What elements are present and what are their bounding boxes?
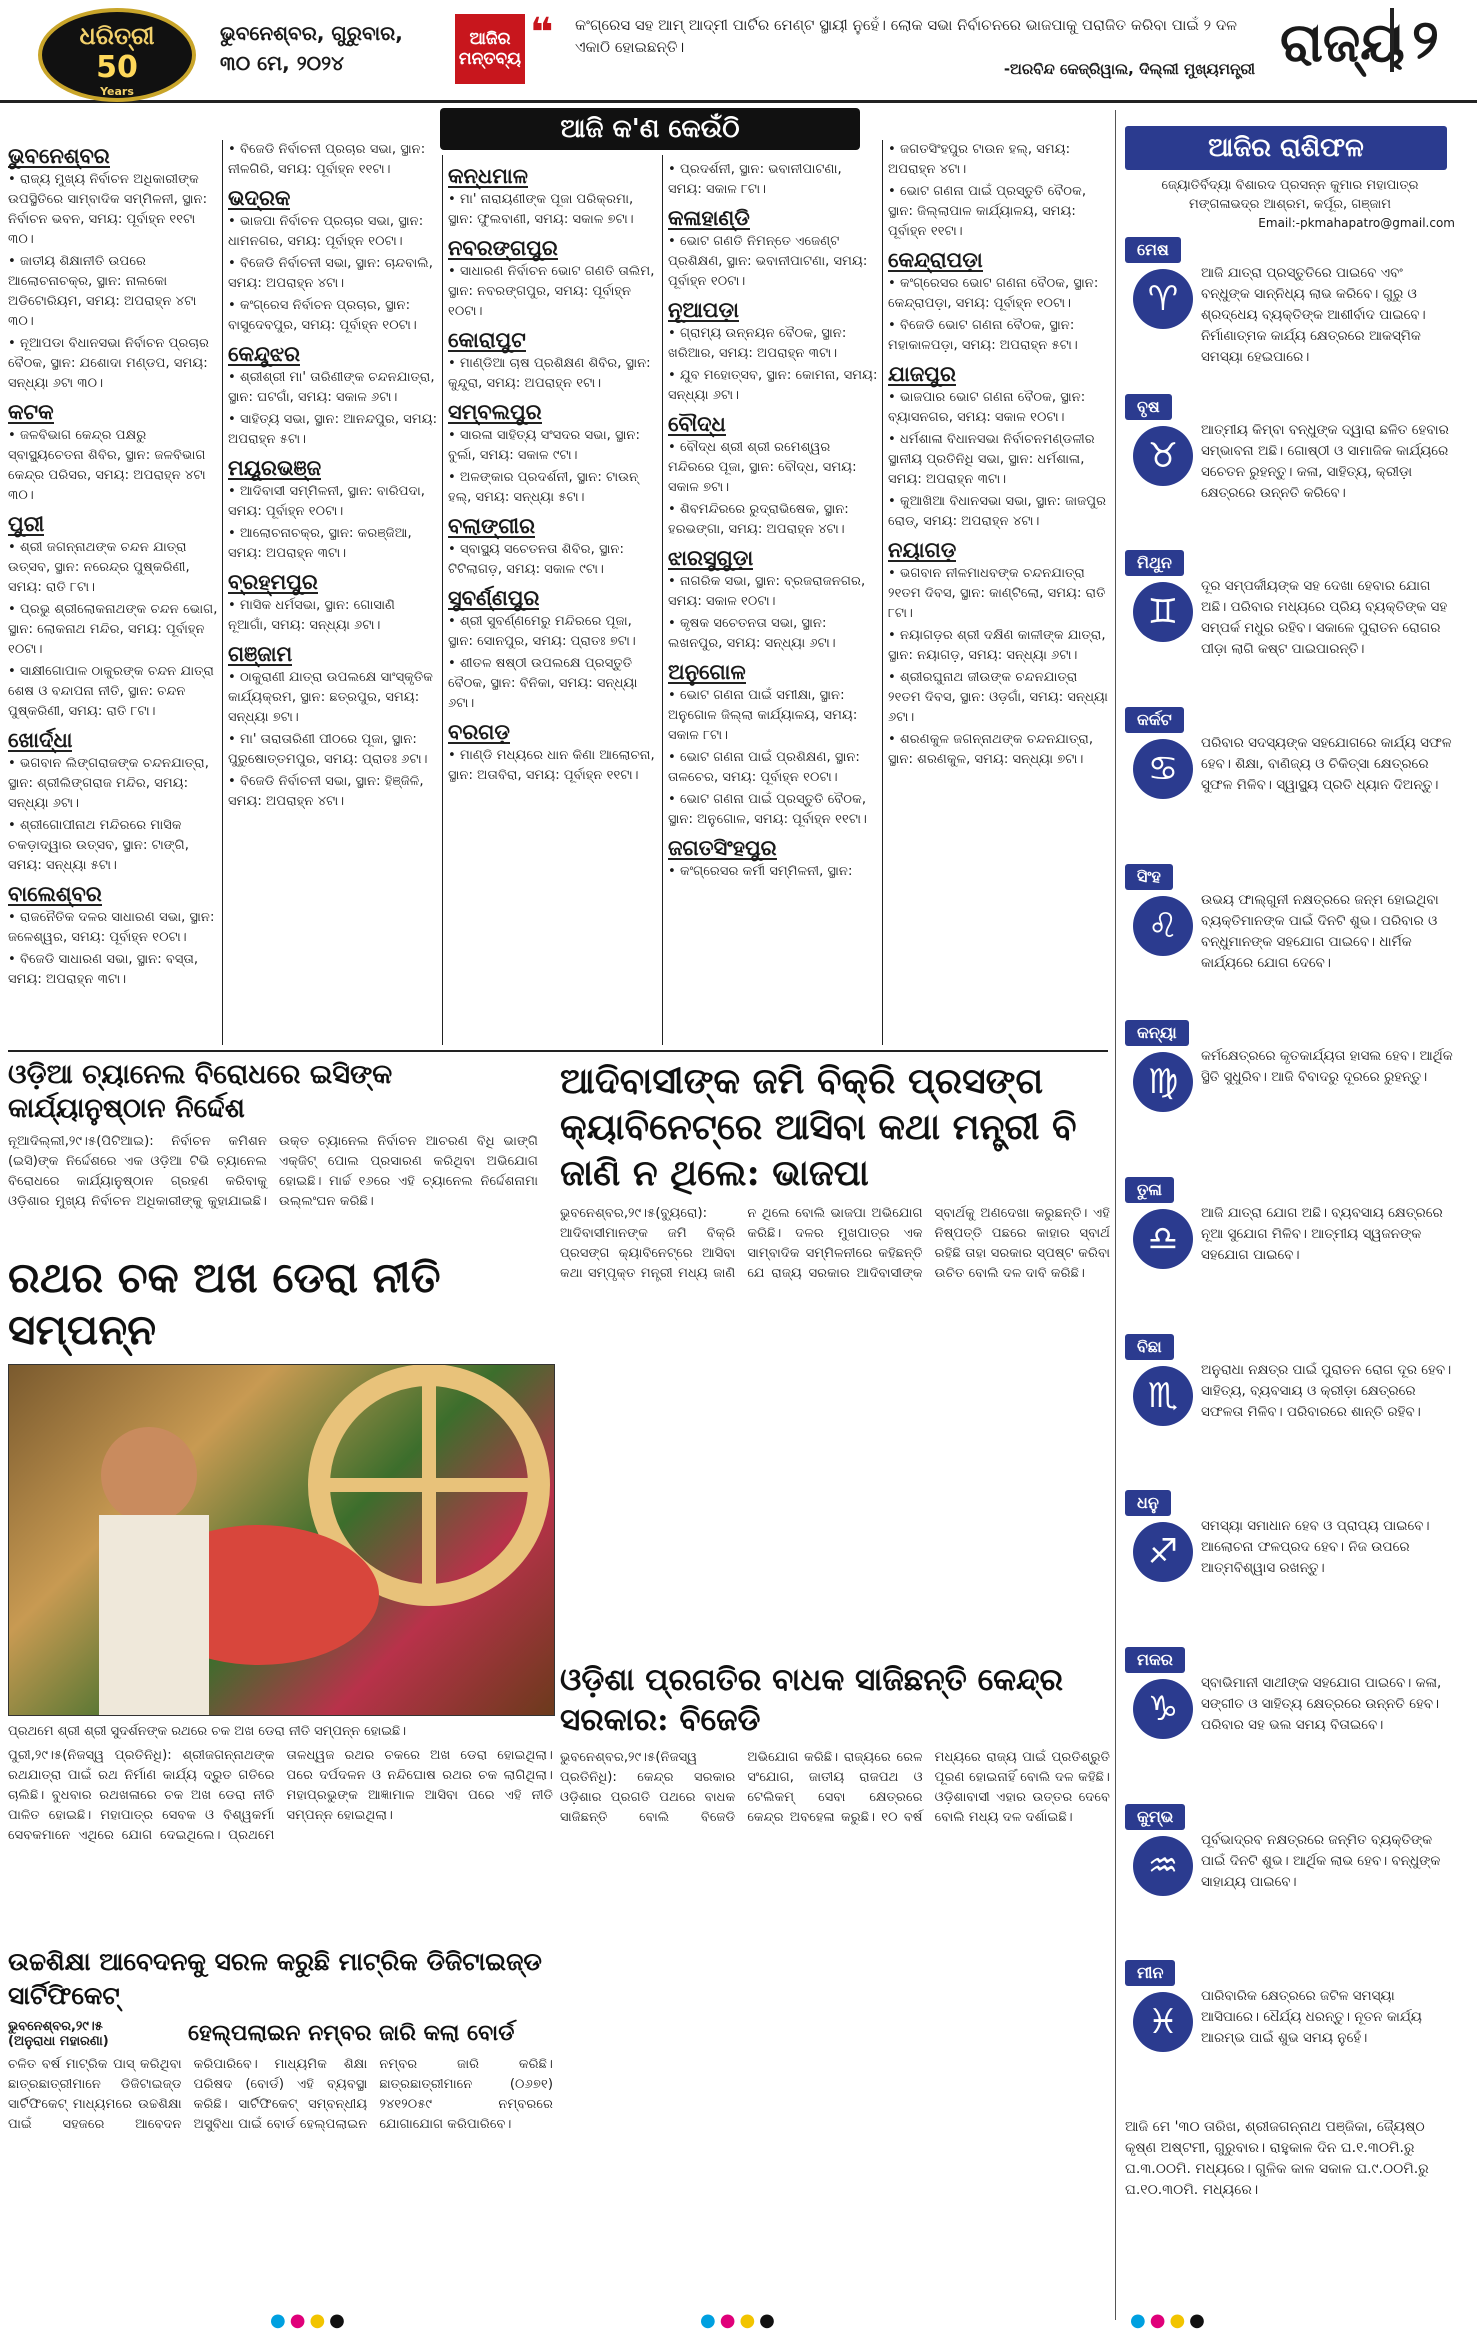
event-item: • ବିଜେଡି ନିର୍ବାଚନୀ ସଭା, ସ୍ଥାନ: ହିଞ୍ଜିଳି, ସମୟ: ଅପରାହ୍ନ ୪ଟା। <box>228 772 438 812</box>
district-heading: ଖୋର୍ଦ୍ଧା <box>8 728 73 752</box>
event-item: • ଧର୍ମଶାଳା ବିଧାନସଭା ନିର୍ବାଚନମଣ୍ଡଳୀର ସ୍ଥାନୀୟ ପ୍ରତିନିଧି ସଭା, ସ୍ଥାନ: ଧର୍ମଶାଳା, ସମୟ: ଅପରାହ୍ନ ୩ଟା। <box>888 430 1110 490</box>
zodiac-icon: ♊ <box>1133 582 1193 642</box>
event-item: • ଯୁବ ମହୋତ୍ସବ, ସ୍ଥାନ: କୋମନା, ସମୟ: ସନ୍ଧ୍ୟା ୬ଟା। <box>668 366 878 406</box>
district-heading: ମୟୂରଭଞ୍ଜ <box>228 456 322 480</box>
rashi-item <box>1125 864 1455 974</box>
rashi-name: ବିଛା <box>1125 1334 1174 1360</box>
event-item: • ପ୍ରଭୁ ଶ୍ରୀଲୋକନାଥଙ୍କ ଚନ୍ଦନ ଭୋଗ, ସ୍ଥାନ: ଲୋକନାଥ ମନ୍ଦିର, ସମୟ: ପୂର୍ବାହ୍ନ ୧୦ଟା। <box>8 600 218 660</box>
masthead <box>0 0 1477 103</box>
event-item: • ମାସିକ ଧର୍ମସଭା, ସ୍ଥାନ: ଗୋସାଣି ନୂଆଗାଁ, ସମୟ: ସନ୍ଧ୍ୟା ୬ଟା। <box>228 596 438 636</box>
event-item: • ଶିବମନ୍ଦିରରେ ରୁଦ୍ରାଭିଷେକ, ସ୍ଥାନ: ହରଭଙ୍ଗା, ସମୟ: ଅପରାହ୍ନ ୪ଟା। <box>668 500 878 540</box>
zodiac-icon: ♈ <box>1133 269 1193 329</box>
district-heading: ବାଲେଶ୍ବର <box>8 882 102 906</box>
event-item: • ଗ୍ରାମ୍ୟ ଉନ୍ନୟନ ବୈଠକ, ସ୍ଥାନ: ଖରିଆର, ସମୟ: ଅପରାହ୍ନ ୩ଟା। <box>668 324 878 364</box>
event-item: • ବିଜେଡି ନିର୍ବାଚନୀ ସଭା, ସ୍ଥାନ: ଚାନ୍ଦବାଲି, ସମୟ: ଅପରାହ୍ନ ୪ଟା। <box>228 254 438 294</box>
story-land-headline: ଆଦିବାସୀଙ୍କ ଜମି ବିକ୍ରି ପ୍ରସଙ୍ଗ କ୍ୟାବିନେଟ୍‌ରେ ଆସିବା କଥା ମନ୍ତ୍ରୀ ବି ଜାଣି ନ ଥିଲେ: ଭାଜପା <box>560 1060 1077 1194</box>
story-digital-body: ଚଳିତ ବର୍ଷ ମାଟ୍ରିକ ପାସ୍ କରିଥିବା ଛାତ୍ରଛାତ୍ରୀମାନେ ଡିଜିଟାଇଜ୍‌ଡ ସାର୍ଟିଫିକେଟ୍ ମାଧ୍ୟମରେ ଉଚ୍ଚଶିକ୍ଷା ପାଇଁ ସହଜରେ ଆବେଦନ କରିପାରିବେ। ମାଧ୍ୟମିକ ଶିକ୍ଷା ପରିଷଦ (ବୋର୍ଡ) ଏହି ବ୍ୟବସ୍ଥା କରିଛି। ସାର୍ଟିଫିକେଟ୍ ସମ୍ବନ୍ଧୀୟ ଅସୁବିଧା ପାଇଁ ବୋର୍ଡ ହେଲ୍ପଲାଇନ ନମ୍ବର ଜାରି କରିଛି। ଛାତ୍ରଛାତ୍ରୀମାନେ (୦୬୭୧) ୨୪୧୨୦୫୯ ନମ୍ବରରେ ଯୋଗାଯୋଗ କରିପାରିବେ। <box>8 2057 553 2132</box>
rashi-name: ମୀନ <box>1125 1960 1175 1986</box>
event-item: • କଂଗ୍ରେସ ନିର୍ବାଚନ ପ୍ରଚାର, ସ୍ଥାନ: ବାସୁଦେବପୁର, ସମୟ: ପୂର୍ବାହ୍ନ ୧୦ଟା। <box>228 296 438 336</box>
priest-figure <box>101 1427 197 1523</box>
quote-badge: ଆଜିର ମନ୍ତବ୍ୟ <box>455 14 525 84</box>
district-heading: ବରଗଡ଼ <box>448 720 510 744</box>
event-item: • କଂଗ୍ରେସର ଭୋଟ ଗଣନା ବୈଠକ, ସ୍ଥାନ: କେନ୍ଦ୍ରାପଡ଼ା, ସମୟ: ପୂର୍ବାହ୍ନ ୧୦ଟା। <box>888 274 1110 314</box>
event-item: • ଭଗବାନ ଲିଙ୍ଗରାଜଙ୍କ ଚନ୍ଦନଯାତ୍ରା, ସ୍ଥାନ: ଶ୍ରୀଲିଙ୍ଗରାଜ ମନ୍ଦିର, ସମୟ: ସନ୍ଧ୍ୟା ୬ଟା। <box>8 754 218 814</box>
event-item: • ନୂଆପଡା ବିଧାନସଭା ନିର୍ବାଚନ ପ୍ରଚାର ବୈଠକ, ସ୍ଥାନ: ଯଶୋଦା ମଣ୍ଡପ, ସମୟ: ସନ୍ଧ୍ୟା ୬ଟା ୩୦। <box>8 334 218 394</box>
event-item: • ନାଗରିକ ସଭା, ସ୍ଥାନ: ବ୍ରଜରାଜନଗର, ସମୟ: ସକାଳ ୧୦ଟା। <box>668 572 878 612</box>
quote-author: -ଅରବିନ୍ଦ କେଜ୍ରିୱାଲ, ଦିଲ୍ଲୀ ମୁଖ୍ୟମନ୍ତ୍ରୀ <box>1003 60 1255 78</box>
rashi-name: ମକର <box>1125 1647 1185 1673</box>
district-heading: କେନ୍ଦ୍ରାପଡ଼ା <box>888 248 983 272</box>
rashi-name: ତୁଳା <box>1125 1177 1174 1203</box>
story-digital-byline: (ଅନୁରାଧା ମହାରଣା) <box>8 2034 109 2049</box>
rashi-name: ସିଂହ <box>1125 864 1173 890</box>
event-item: • ମା' ନାରାୟଣୀଙ୍କ ପୂଜା ପରିକ୍ରମା, ସ୍ଥାନ: ଫୁଲବାଣୀ, ସମୟ: ସକାଳ ୭ଟା। <box>448 190 658 230</box>
quote-mark-icon: ❝ <box>530 10 554 56</box>
print-registration-marks: ●●●● <box>1130 2310 1209 2331</box>
event-item: • ସାକ୍ଷୀଗୋପାଳ ଠାକୁରଙ୍କ ଚନ୍ଦନ ଯାତ୍ରା ଶେଷ ଓ ବନ୍ଦାପନା ନୀତି, ସ୍ଥାନ: ଚନ୍ଦନ ପୁଷ୍କରିଣୀ, ସମୟ: ରାତି ୮ଟା। <box>8 662 218 722</box>
event-item: • ରାଜ୍ୟ ମୁଖ୍ୟ ନିର୍ବାଚନ ଅଧିକାରୀଙ୍କ ଉପସ୍ଥିତିରେ ସାମ୍ବାଦିକ ସମ୍ମିଳନୀ, ସ୍ଥାନ: ନିର୍ବାଚନ ଭବନ, ସମୟ: ପୂର୍ବାହ୍ନ ୧୧ଟା ୩୦। <box>8 170 218 250</box>
event-item: • ଭୋଟ ଗଣତି ନିମନ୍ତେ ଏଜେଣ୍ଟ ପ୍ରଶିକ୍ଷଣ, ସ୍ଥାନ: ଭବାନୀପାଟଣା, ସମୟ: ପୂର୍ବାହ୍ନ ୧୦ଟା। <box>668 232 878 292</box>
district-heading: ପୁରୀ <box>8 512 45 536</box>
story-channel <box>8 1058 538 1282</box>
district-heading: ଯାଜପୁର <box>888 362 956 386</box>
quote-text: କଂଗ୍ରେସ ସହ ଆମ୍ ଆଦ୍‌ମୀ ପାର୍ଟିର ମେଣ୍ଟ ସ୍ଥାୟୀ ନୁହେଁ। ଲୋକ ସଭା ନିର୍ବାଚନରେ ଭାଜପାକୁ ପରାଜିତ କରିବା ପାଇଁ ୨ ଦଳ ଏକାଠି ହୋଇଛନ୍ତି। <box>575 16 1238 56</box>
newspaper-logo <box>38 8 196 102</box>
district-heading: ଅନୁଗୋଳ <box>668 660 746 684</box>
event-item: • ସାରଳା ସାହିତ୍ୟ ସଂସଦର ସଭା, ସ୍ଥାନ: ବୁର୍ଲା, ସମୟ: ସକାଳ ୯ଟା। <box>448 426 658 466</box>
event-item: • ଅଳଙ୍କାର ପ୍ରଦର୍ଶନୀ, ସ୍ଥାନ: ଟାଉନ୍ ହଲ୍, ସମୟ: ସନ୍ଧ୍ୟା ୫ଟା। <box>448 468 658 508</box>
event-item: • ଶ୍ରୀ ସୁବର୍ଣ୍ଣମେରୁ ମନ୍ଦିରରେ ପୂଜା, ସ୍ଥାନ: ସୋନପୁର, ସମୟ: ପ୍ରାତଃ ୭ଟା। <box>448 612 658 652</box>
rashi-text: ସମସ୍ୟା ସମାଧାନ ହେବ ଓ ପ୍ରାପ୍ୟ ପାଇବେ। ଆଲୋଚନା ଫଳପ୍ରଦ ହେବ। ନିଜ ଉପରେ ଆତ୍ମବିଶ୍ୱାସ ରଖନ୍ତୁ। <box>1201 1518 1430 1577</box>
ratha-photo-caption: ପ୍ରଥମେ ଶ୍ରୀ ଶ୍ରୀ ସୁଦର୍ଶନଙ୍କ ରଥରେ ଚକ ଅଖ ଡେରା ନୀତି ସମ୍ପନ୍ନ ହୋଇଛି। <box>8 1724 407 1739</box>
rashi-name: ଧନୁ <box>1125 1490 1171 1516</box>
zodiac-icon: ♏ <box>1133 1366 1193 1426</box>
rashi-text: ପାରିବାରିକ କ୍ଷେତ୍ରରେ ଜଟିଳ ସମସ୍ୟା ଆସିପାରେ। ଧୈର୍ଯ୍ୟ ଧରନ୍ତୁ। ନୂତନ କାର୍ଯ୍ୟ ଆରମ୍ଭ ପାଇଁ ଶୁଭ ସମୟ ନୁହେଁ। <box>1201 1988 1422 2047</box>
section-title: ରାଜ୍ୟ <box>1280 10 1405 74</box>
event-item: • ଜଗତସିଂହପୁର ଟାଉନ ହଲ୍, ସମୟ: ଅପରାହ୍ନ ୪ଟା। <box>888 140 1110 180</box>
rashi-text: ପରିବାର ସଦସ୍ୟଙ୍କ ସହଯୋଗରେ କାର୍ଯ୍ୟ ସଫଳ ହେବ। ଶିକ୍ଷା, ବାଣିଜ୍ୟ ଓ ଚିକିତ୍ସା କ୍ଷେତ୍ରରେ ସୁଫଳ ମିଳିବ। ସ୍ୱାସ୍ଥ୍ୟ ପ୍ରତି ଧ୍ୟାନ ଦିଅନ୍ତୁ। <box>1201 735 1452 793</box>
event-item: • ବିଜେଡି ନିର୍ବାଚନୀ ପ୍ରଚାର ସଭା, ସ୍ଥାନ: ନୀଳଗିରି, ସମୟ: ପୂର୍ବାହ୍ନ ୧୧ଟା। <box>228 140 438 180</box>
rashi-item <box>1125 1647 1455 1736</box>
district-heading: ସୁବର୍ଣ୍ଣପୁର <box>448 586 540 610</box>
district-heading: ନୂଆପଡ଼ା <box>668 298 739 322</box>
event-item: • ଭୋଟ ଗଣନା ପାଇଁ ସମୀକ୍ଷା, ସ୍ଥାନ: ଅନୁଗୋଳ ଜିଲ୍ଲା କାର୍ଯ୍ୟାଳୟ, ସମୟ: ସକାଳ ୮ଟା। <box>668 686 878 746</box>
story-channel-headline: ଓଡ଼ିଆ ଚ୍ୟାନେଲ ବିରୋଧରେ ଇସିଙ୍କ କାର୍ଯ୍ୟାନୁଷ୍ଠାନ ନିର୍ଦ୍ଦେଶ <box>8 1059 393 1124</box>
rashi-text: କର୍ମକ୍ଷେତ୍ରରେ କୃତକାର୍ଯ୍ୟତା ହାସଲ ହେବ। ଆର୍ଥିକ ସ୍ଥିତି ସୁଧୁରିବ। ଆଜି ବିବାଦରୁ ଦୂରରେ ରୁହନ୍ତୁ। <box>1201 1048 1453 1086</box>
event-item: • ଆଦିବାସୀ ସମ୍ମିଳନୀ, ସ୍ଥାନ: ବାରିପଦା, ସମୟ: ପୂର୍ବାହ୍ନ ୧୦ଟା। <box>228 482 438 522</box>
rashi-text: ପୂର୍ବଭାଦ୍ରବ ନକ୍ଷତ୍ରରେ ଜନ୍ମିତ ବ୍ୟକ୍ତିଙ୍କ ପାଇଁ ଦିନଟି ଶୁଭ। ଆର୍ଥିକ ଲାଭ ହେବ। ବନ୍ଧୁଙ୍କ ସାହାଯ୍ୟ ପାଇବେ। <box>1201 1831 1441 1890</box>
logo-years: 50 <box>96 50 138 85</box>
story-digital-headline: ଉଚ୍ଚଶିକ୍ଷା ଆବେଦନକୁ ସରଳ କରୁଛି ମାଟ୍ରିକ ଡିଜିଟାଇଜ୍‌ଡ ସାର୍ଟିଫିକେଟ୍ <box>8 1947 542 2010</box>
district-heading: କନ୍ଧମାଳ <box>448 164 528 188</box>
rashi-item <box>1125 1804 1455 1893</box>
rashi-item <box>1125 550 1455 660</box>
district-heading: ଝାରସୁଗୁଡ଼ା <box>668 546 754 570</box>
logo-sub: Years <box>100 85 134 98</box>
logo-brand: ଧରିତ୍ରୀ <box>79 22 155 50</box>
story-ratha-headline: ରଥର ଚକ ଅଖ ଡେରା ନୀତି ସମ୍ପନ୍ନ <box>8 1253 441 1354</box>
events-column-1 <box>8 140 218 1045</box>
rashi-item <box>1125 1177 1455 1266</box>
story-bjd-headline: ଓଡ଼ିଶା ପ୍ରଗତିର ବାଧକ ସାଜିଛନ୍ତି କେନ୍ଦ୍ର ସରକାର: ବିଜେଡି <box>560 1662 1063 1738</box>
rashi-text: ଅନୁରାଧା ନକ୍ଷତ୍ର ପାଇଁ ପୁରାତନ ରୋଗ ଦୂର ହେବ। ସାହିତ୍ୟ, ବ୍ୟବସାୟ ଓ କ୍ରୀଡ଼ା କ୍ଷେତ୍ରରେ ସଫଳତା ମିଳିବ। ପରିବାରରେ ଶାନ୍ତି ରହିବ। <box>1201 1361 1452 1420</box>
ratha-photo <box>8 1364 555 1716</box>
event-item: • ଭାଜପାର ଭୋଟ ଗଣନା ବୈଠକ, ସ୍ଥାନ: ବ୍ୟାସନଗର, ସମୟ: ସକାଳ ୧୦ଟା। <box>888 388 1110 428</box>
event-item: • ସାହିତ୍ୟ ସଭା, ସ୍ଥାନ: ଆନନ୍ଦପୁର, ସମୟ: ଅପରାହ୍ନ ୫ଟା। <box>228 410 438 450</box>
rashi-name: କୁମ୍ଭ <box>1125 1804 1185 1830</box>
district-heading: ନୟାଗଡ଼ <box>888 538 957 562</box>
zodiac-icon: ♑ <box>1133 1679 1193 1739</box>
event-item: • ନୟାଗଡ଼ର ଶ୍ରୀ ଦକ୍ଷିଣ କାଳୀଙ୍କ ଯାତ୍ରା, ସ୍ଥାନ: ନୟାଗଡ଼, ସମୟ: ସନ୍ଧ୍ୟା ୬ଟା। <box>888 626 1110 666</box>
rashi-item <box>1125 237 1455 368</box>
zodiac-icon: ♐ <box>1133 1522 1193 1582</box>
events-column-3 <box>448 160 658 1045</box>
rashifal-footer: ଆଜି ମେ '୩୦ ତାରିଖ, ଶ୍ରୀଜଗନ୍ନାଥ ପଞ୍ଜିକା, ଜ୍ୟୈଷ୍ଠ କୃଷ୍ଣ ଅଷ୍ଟମୀ, ଗୁରୁବାର। ରାହୁକାଳ ଦିନ ଘ.୧.୩୦ମି.ରୁ ଘ.୩.୦୦ମି. ମଧ୍ୟରେ। ଗୁଳିକ କାଳ ସକାଳ ଘ.୯.୦୦ମି.ରୁ ଘ.୧୦.୩୦ମି. ମଧ୍ୟରେ। <box>1125 2119 1429 2198</box>
rashi-name: ମେଷ <box>1125 237 1181 263</box>
rashifal-list <box>1125 237 1455 2117</box>
story-ratha <box>8 1252 553 1936</box>
rashi-item <box>1125 707 1455 796</box>
story-digital-subhead: ହେଲ୍ପଲାଇନ ନମ୍ବର ଜାରି କଲା ବୋର୍ଡ <box>188 2020 515 2046</box>
event-item: • ଭୋଟ ଗଣନା ପାଇଁ ପ୍ରସ୍ତୁତି ବୈଠକ, ସ୍ଥାନ: ଜିଲ୍ଲାପାଳ କାର୍ଯ୍ୟାଳୟ, ସମୟ: ପୂର୍ବାହ୍ନ ୧୧ଟା। <box>888 182 1110 242</box>
event-item: • ଭୋଟ ଗଣନା ପାଇଁ ପ୍ରଶିକ୍ଷଣ, ସ୍ଥାନ: ତାଳଚେର, ସମୟ: ପୂର୍ବାହ୍ନ ୧୦ଟା। <box>668 748 878 788</box>
event-item: • ସ୍ବାସ୍ଥ୍ୟ ସଚେତନତା ଶିବିର, ସ୍ଥାନ: ଟିଟିଲାଗଡ଼, ସମୟ: ସକାଳ ୯ଟା। <box>448 540 658 580</box>
print-registration-marks: ●●●● <box>270 2310 349 2331</box>
district-heading: କେନ୍ଦୁଝର <box>228 342 301 366</box>
rashi-item <box>1125 394 1455 504</box>
zodiac-icon: ♎ <box>1133 1209 1193 1269</box>
event-item: • କୁଆଖିଆ ବିଧାନସଭା ସଭା, ସ୍ଥାନ: ଜାଜପୁର ରୋଡ୍, ସମୟ: ଅପରାହ୍ନ ୪ଟା। <box>888 492 1110 532</box>
zodiac-icon: ♓ <box>1133 1992 1193 2052</box>
issue-date: ୩୦ ମେ, ୨୦୨୪ <box>220 51 344 75</box>
district-heading: ଭଦ୍ରକ <box>228 186 291 210</box>
rashi-text: ଆଜି ଯାତ୍ରା ପ୍ରସ୍ତୁତିରେ ପାଇବେ ଏବଂ ବନ୍ଧୁଙ୍କ ସାନ୍ନିଧ୍ୟ ଲାଭ କରିବେ। ଗୁରୁ ଓ ଶ୍ରଦ୍ଧେୟ ବ୍ୟକ୍ତିଙ୍କ ଆଶୀର୍ବାଦ ପାଇବେ। ନିର୍ମାଣାତ୍ମକ କାର୍ଯ୍ୟ କ୍ଷେତ୍ରରେ ଆକସ୍ମିକ ସମସ୍ୟା ହେଇପାରେ। <box>1201 265 1426 365</box>
events-column-5 <box>888 140 1110 1045</box>
rashi-name: ବୃଷ <box>1125 394 1172 420</box>
district-heading: ଭୁବନେଶ୍ବର <box>8 144 110 168</box>
event-item: • ବିଜେଡି ସାଧାରଣ ସଭା, ସ୍ଥାନ: ବସ୍ତା, ସମୟ: ଅପରାହ୍ନ ୩ଟା। <box>8 950 218 990</box>
event-item: • ରାଜନୈତିକ ଦଳର ସାଧାରଣ ସଭା, ସ୍ଥାନ: ଜଳେଶ୍ୱର, ସମୟ: ପୂର୍ବାହ୍ନ ୧୦ଟା। <box>8 908 218 948</box>
district-heading: କଳାହାଣ୍ଡି <box>668 206 750 230</box>
district-heading: ବ୍ରହ୍ମପୁର <box>228 570 318 594</box>
section-divider <box>8 1050 1108 1052</box>
zodiac-icon: ♍ <box>1133 1052 1193 1112</box>
story-land <box>560 1058 1110 1674</box>
event-item: • ଭାଜପା ନିର୍ବାଚନ ପ୍ରଚାର ସଭା, ସ୍ଥାନ: ଧାମନଗର, ସମୟ: ପୂର୍ବାହ୍ନ ୧୦ଟା। <box>228 212 438 252</box>
event-item: • ଶ୍ରୀଶ୍ରୀ ମା' ତାରିଣୀଙ୍କ ଚନ୍ଦନଯାତ୍ରା, ସ୍ଥାନ: ଘଟଗାଁ, ସମୟ: ସକାଳ ୬ଟା। <box>228 368 438 408</box>
zodiac-icon: ♒ <box>1133 1836 1193 1896</box>
story-digital-dateline: ଭୁବନେଶ୍ବର,୨୯।୫ <box>8 2019 103 2034</box>
zodiac-icon: ♉ <box>1133 426 1193 486</box>
rashi-text: ଆଜି ଯାତ୍ରା ଯୋଗ ଅଛି। ବ୍ୟବସାୟ କ୍ଷେତ୍ରରେ ନୂଆ ସୁଯୋଗ ମିଳିବ। ଆତ୍ମୀୟ ସ୍ୱଜନଙ୍କ ସହଯୋଗ ପାଇବେ। <box>1201 1205 1443 1263</box>
event-item: • କୃଷକ ସଚେତନତା ସଭା, ସ୍ଥାନ: ଲଖନପୁର, ସମୟ: ସନ୍ଧ୍ୟା ୬ଟା। <box>668 614 878 654</box>
rashi-item <box>1125 1334 1455 1423</box>
event-item: • ଭୋଟ ଗଣନା ପାଇଁ ପ୍ରସ୍ତୁତି ବୈଠକ, ସ୍ଥାନ: ଅନୁଗୋଳ, ସମୟ: ପୂର୍ବାହ୍ନ ୧୧ଟା। <box>668 790 878 830</box>
rashifal-astrologer: ଜ୍ୟୋତିର୍ବିଦ୍ୟା ବିଶାରଦ ପ୍ରସନ୍ନ କୁମାର ମହାପାତ୍ର <box>1161 178 1419 193</box>
event-item: • ଠାକୁରାଣୀ ଯାତ୍ରା ଉପଲକ୍ଷେ ସାଂସ୍କୃତିକ କାର୍ଯ୍ୟକ୍ରମ, ସ୍ଥାନ: ଛତ୍ରପୁର, ସମୟ: ସନ୍ଧ୍ୟା ୭ଟା। <box>228 668 438 728</box>
district-heading: ଗଞ୍ଜାମ <box>228 642 293 666</box>
rashifal-email: Email:-pkmahapatro@gmail.com <box>1258 216 1455 230</box>
rashi-item <box>1125 1960 1455 2049</box>
story-bjd-body: ଭୁବନେଶ୍ବର,୨୯।୫(ନିଜସ୍ୱ ପ୍ରତିନିଧି): କେନ୍ଦ୍ର ସରକାର ଓଡ଼ିଶାର ପ୍ରଗତି ପଥରେ ବାଧକ ସାଜିଛନ୍ତି ବୋଲି ବିଜେଡି ଅଭିଯୋଗ କରିଛି। ରାଜ୍ୟରେ ରେଳ ସଂଯୋଗ, ଜାତୀୟ ରାଜପଥ ଓ ଟେଲିକମ୍ ସେବା କ୍ଷେତ୍ରରେ କେନ୍ଦ୍ର ଅବହେଳା କରୁଛି। ୧୦ ବର୍ଷ ମଧ୍ୟରେ ରାଜ୍ୟ ପାଇଁ ପ୍ରତିଶ୍ରୁତି ପୂରଣ ହୋଇନାହିଁ ବୋଲି ଦଳ କହିଛି। ଓଡ଼ିଶାବାସୀ ଏହାର ଉତ୍ତର ଦେବେ ବୋଲି ମଧ୍ୟ ଦଳ ଦର୍ଶାଇଛି। <box>560 1750 1110 1825</box>
event-item: • ମା' ତାରାତାରିଣୀ ପୀଠରେ ପୂଜା, ସ୍ଥାନ: ପୁରୁଷୋତ୍ତମପୁର, ସମୟ: ପ୍ରାତଃ ୬ଟା। <box>228 730 438 770</box>
events-column-4 <box>668 160 878 1045</box>
event-item: • ପ୍ରଦର୍ଶନୀ, ସ୍ଥାନ: ଭବାନୀପାଟଣା, ସମୟ: ସକାଳ ୮ଟା। <box>668 160 878 200</box>
rashi-text: ସ୍ବାଭିମାନୀ ସାଥୀଙ୍କ ସହଯୋଗ ପାଇବେ। କଳା, ସଙ୍ଗୀତ ଓ ସାହିତ୍ୟ କ୍ଷେତ୍ରରେ ଉନ୍ନତି ହେବ। ପରିବାର ସହ ଭଲ ସମୟ ବିତାଇବେ। <box>1201 1675 1442 1733</box>
story-land-body: ଭୁବନେଶ୍ବର,୨୯।୫(ବ୍ୟୁରୋ): ଆଦିବାସୀମାନଙ୍କ ଜମି ବିକ୍ରି ପ୍ରସଙ୍ଗ କ୍ୟାବିନେଟ୍‌ରେ ଆସିବା କଥା ସମ୍ପୃକ୍ତ ମନ୍ତ୍ରୀ ମଧ୍ୟ ଜାଣି ନ ଥିଲେ ବୋଲି ଭାଜପା ଅଭିଯୋଗ କରିଛି। ଦଳର ମୁଖପାତ୍ର ଏକ ସାମ୍ବାଦିକ ସମ୍ମିଳନୀରେ କହିଛନ୍ତି ଯେ ରାଜ୍ୟ ସରକାର ଆଦିବାସୀଙ୍କ ସ୍ବାର୍ଥକୁ ଅଣଦେଖା କରୁଛନ୍ତି। ଏହି ନିଷ୍ପତ୍ତି ପଛରେ କାହାର ସ୍ବାର୍ଥ ରହିଛି ତାହା ସରକାର ସ୍ପଷ୍ଟ କରିବା ଉଚିତ ବୋଲି ଦଳ ଦାବି କରିଛି। <box>560 1206 1110 1281</box>
print-registration-marks: ●●●● <box>700 2310 779 2331</box>
column-divider <box>222 140 223 1045</box>
district-heading: ସମ୍ବଲପୁର <box>448 400 542 424</box>
column-divider <box>662 155 663 1045</box>
district-heading: ବୌଦ୍ଧ <box>668 412 726 436</box>
event-item: • ଭଗବାନ ନୀଳମାଧବଙ୍କ ଚନ୍ଦନଯାତ୍ରା ୨୧ତମ ଦିବସ, ସ୍ଥାନ: କାଣ୍ଟିଲୋ, ସମୟ: ରାତି ୮ଟା। <box>888 564 1110 624</box>
rashifal-divider <box>1115 110 1116 2320</box>
zodiac-icon: ♌ <box>1133 896 1193 956</box>
event-item: • କଂଗ୍ରେସର କର୍ମୀ ସମ୍ମିଳନୀ, ସ୍ଥାନ: <box>668 862 878 882</box>
events-banner: ଆଜି କ'ଣ କେଉଁଠି <box>440 108 860 150</box>
rashifal-credit <box>1125 176 1455 233</box>
story-ratha-body: ପୁରୀ,୨୯।୫(ନିଜସ୍ୱ ପ୍ରତିନିଧି): ଶ୍ରୀଜଗନ୍ନାଥଙ୍କ ରଥଯାତ୍ରା ପାଇଁ ରଥ ନିର୍ମାଣ କାର୍ଯ୍ୟ ଦ୍ରୁତ ଗତିରେ ଚାଲିଛି। ବୁଧବାର ରଥଖଳାରେ ଚକ ଅଖ ଡେରା ନୀତି ପାଳିତ ହୋଇଛି। ମହାପାତ୍ର ସେବକ ଓ ବିଶ୍ୱକର୍ମା ସେବକମାନେ ଏଥିରେ ଯୋଗ ଦେଇଥିଲେ। ପ୍ରଥମେ ତାଳଧ୍ୱଜ ରଥର ଚକରେ ଅଖ ଡେରା ହୋଇଥିଲା। ପରେ ଦର୍ପଦଳନ ଓ ନନ୍ଦିଘୋଷ ରଥର ଚକ ଲାଗିଥିଲା। ମହାପ୍ରଭୁଙ୍କ ଆଜ୍ଞାମାଳ ଆସିବା ପରେ ଏହି ନୀତି ସମ୍ପନ୍ନ ହୋଇଥିଲା। <box>8 1748 553 1843</box>
story-bjd <box>560 1660 1110 2348</box>
event-item: • ଶରଣକୁଳ ଜଗନ୍ନାଥଙ୍କ ଚନ୍ଦନଯାତ୍ରା, ସ୍ଥାନ: ଶରଣକୁଳ, ସମୟ: ସନ୍ଧ୍ୟା ୭ଟା। <box>888 730 1110 770</box>
city-day: ଭୁବନେଶ୍ବର, ଗୁରୁବାର, <box>220 21 403 45</box>
rashi-text: ଆତ୍ମୀୟ କିମ୍ବା ବନ୍ଧୁଙ୍କ ଦ୍ୱାରା ଛଳିତ ହେବାର ସମ୍ଭାବନା ଅଛି। ଗୋଷ୍ଠୀ ଓ ସାମାଜିକ କାର୍ଯ୍ୟରେ ସଚେତନ ରୁହନ୍ତୁ। କଳା, ସାହିତ୍ୟ, କ୍ରୀଡ଼ା କ୍ଷେତ୍ରରେ ଉନ୍ନତି କରିବେ। <box>1201 421 1449 501</box>
rashi-text: ଉଭୟ ଫାଲ୍‌ଗୁନୀ ନକ୍ଷତ୍ରରେ ଜନ୍ମ ହୋଇଥିବା ବ୍ୟକ୍ତିମାନଙ୍କ ପାଇଁ ଦିନଟି ଶୁଭ। ପରିବାର ଓ ବନ୍ଧୁମାନଙ୍କ ସହଯୋଗ ପାଇବେ। ଧାର୍ମିକ କାର୍ଯ୍ୟରେ ଯୋଗ ଦେବେ। <box>1201 891 1439 971</box>
district-heading: ବଲାଙ୍ଗୀର <box>448 514 535 538</box>
rashi-name: ମିଥୁନ <box>1125 550 1184 576</box>
page-number: ୨ <box>1390 8 1439 72</box>
rashifal-address: ମଙ୍ଗଳାଭଦ୍ର ଆଶ୍ରମ, କର୍ପୂର, ଗଞ୍ଜାମ <box>1189 197 1391 212</box>
rashi-text: ଦୂର ସମ୍ପର୍କୀୟଙ୍କ ସହ ଦେଖା ହେବାର ଯୋଗ ଅଛି। ପରିବାର ମଧ୍ୟରେ ପ୍ରିୟ ବ୍ୟକ୍ତିଙ୍କ ସହ ସମ୍ପର୍କ ମଧୁର ରହିବ। ସକାଳେ ପୁରାତନ ରୋଗର ପୀଡ଼ା ଲାଗି କଷ୍ଟ ପାଇପାରନ୍ତି। <box>1201 578 1448 658</box>
dateline <box>220 18 430 78</box>
event-item: • ବିଜେଡି ଭୋଟ ଗଣନା ବୈଠକ, ସ୍ଥାନ: ମହାକାଳପଡ଼ା, ସମୟ: ଅପରାହ୍ନ ୫ଟା। <box>888 316 1110 356</box>
event-item: • ଶ୍ରୀରଘୁନାଥ ଜୀଉଙ୍କ ଚନ୍ଦନଯାତ୍ରା ୨୧ତମ ଦିବସ, ସ୍ଥାନ: ଓଡ଼ଗାଁ, ସମୟ: ସନ୍ଧ୍ୟା ୬ଟା। <box>888 668 1110 728</box>
quote-box <box>575 14 1255 80</box>
rashi-item <box>1125 1020 1455 1103</box>
district-heading: କଟକ <box>8 400 54 424</box>
rashifal-panel <box>1125 126 1455 2316</box>
event-item: • ଜାତୀୟ ଶିକ୍ଷାନୀତି ଉପରେ ଆଲୋଚନାଚକ୍ର, ସ୍ଥାନ: ନାଲକୋ ଅଡିଟୋରିୟମ, ସମୟ: ଅପରାହ୍ନ ୪ଟା ୩୦। <box>8 252 218 332</box>
district-heading: ନବରଙ୍ଗପୁର <box>448 236 558 260</box>
ratha-photo-illustration <box>9 1365 554 1715</box>
rashi-name: କନ୍ୟା <box>1125 1020 1189 1046</box>
district-heading: ଜଗତସିଂହପୁର <box>668 836 777 860</box>
district-heading: କୋରାପୁଟ <box>448 328 526 352</box>
rashi-item <box>1125 1490 1455 1579</box>
event-item: • ଶୀତଳ ଷଷ୍ଠୀ ଉପଲକ୍ଷେ ପ୍ରସ୍ତୁତି ବୈଠକ, ସ୍ଥାନ: ବିନିକା, ସମୟ: ସନ୍ଧ୍ୟା ୬ଟା। <box>448 654 658 714</box>
events-column-2 <box>228 140 438 1045</box>
event-item: • ମାଣ୍ଡି ମଧ୍ୟରେ ଧାନ କିଣା ଆଲୋଚନା, ସ୍ଥାନ: ଅତାବିରା, ସମୟ: ପୂର୍ବାହ୍ନ ୧୧ଟା। <box>448 746 658 786</box>
story-digital <box>8 1945 553 2325</box>
story-channel-body: ନୂଆଦିଲ୍ଲୀ,୨୯।୫(ପିଟିଆଇ): ନିର୍ବାଚନ କମିଶନ (ଇସି)ଙ୍କ ନିର୍ଦ୍ଦେଶରେ ଏକ ଓଡ଼ିଆ ଟିଭି ଚ୍ୟାନେଲ ବିରୋଧରେ କାର୍ଯ୍ୟାନୁଷ୍ଠାନ ଗ୍ରହଣ କରିବାକୁ ଓଡ଼ିଶାର ମୁଖ୍ୟ ନିର୍ବାଚନ ଅଧିକାରୀଙ୍କୁ କୁହାଯାଇଛି। ଉକ୍ତ ଚ୍ୟାନେଲ ନିର୍ବାଚନ ଆଚରଣ ବିଧି ଭାଙ୍ଗି ଏକ୍‌ଜିଟ୍ ପୋଲ ପ୍ରସାରଣ କରିଥିବା ଅଭିଯୋଗ ହୋଇଛି। ମାର୍ଚ୍ଚ ୧୬ରେ ଏହି ଚ୍ୟାନେଲ ନିର୍ଦ୍ଦେଶନାମା ଉଲ୍ଲଂଘନ କରିଛି। <box>8 1134 538 1209</box>
event-item: • ଶ୍ରୀଗୋପୀନାଥ ମନ୍ଦିରରେ ମାସିକ ଚକଡ଼ାଦ୍ୱାର ଉତ୍ସବ, ସ୍ଥାନ: ଟାଙ୍ଗି, ସମୟ: ସନ୍ଧ୍ୟା ୫ଟା। <box>8 816 218 876</box>
event-item: • ଆଲୋଚନାଚକ୍ର, ସ୍ଥାନ: କରଞ୍ଜିଆ, ସମୟ: ଅପରାହ୍ନ ୩ଟା। <box>228 524 438 564</box>
event-item: • ଶ୍ରୀ ଜଗନ୍ନାଥଙ୍କ ଚନ୍ଦନ ଯାତ୍ରା ଉତ୍ସବ, ସ୍ଥାନ: ନରେନ୍ଦ୍ର ପୁଷ୍କରିଣୀ, ସମୟ: ରାତି ୮ଟା। <box>8 538 218 598</box>
column-divider <box>442 155 443 1045</box>
rashi-name: କର୍କଟ <box>1125 707 1184 733</box>
rashifal-title: ଆଜିର ରାଶିଫଳ <box>1125 126 1447 170</box>
zodiac-icon: ♋ <box>1133 739 1193 799</box>
event-item: • ମାଣ୍ଡିଆ ଚାଷ ପ୍ରଶିକ୍ଷଣ ଶିବିର, ସ୍ଥାନ: କୁନ୍ଦୁରା, ସମୟ: ଅପରାହ୍ନ ୧ଟା। <box>448 354 658 394</box>
event-item: • ଜଳବିଭାଗ କେନ୍ଦ୍ର ପକ୍ଷରୁ ସ୍ବାସ୍ଥ୍ୟଚେତନା ଶିବିର, ସ୍ଥାନ: ଜଳବିଭାଗ କେନ୍ଦ୍ର ପରିସର, ସମୟ: ଅପରାହ୍ନ ୪ଟା ୩୦। <box>8 426 218 506</box>
event-item: • ବୌଦ୍ଧ ଶ୍ରୀ ଶ୍ରୀ ରମେଶ୍ୱର ମନ୍ଦିରରେ ପୂଜା, ସ୍ଥାନ: ବୌଦ୍ଧ, ସମୟ: ସକାଳ ୭ଟା। <box>668 438 878 498</box>
event-item: • ସାଧାରଣ ନିର୍ବାଚନ ଭୋଟ ଗଣତି ତାଲିମ, ସ୍ଥାନ: ନବରଙ୍ଗପୁର, ସମୟ: ପୂର୍ବାହ୍ନ ୧୦ଟା। <box>448 262 658 322</box>
column-divider <box>882 140 883 1045</box>
